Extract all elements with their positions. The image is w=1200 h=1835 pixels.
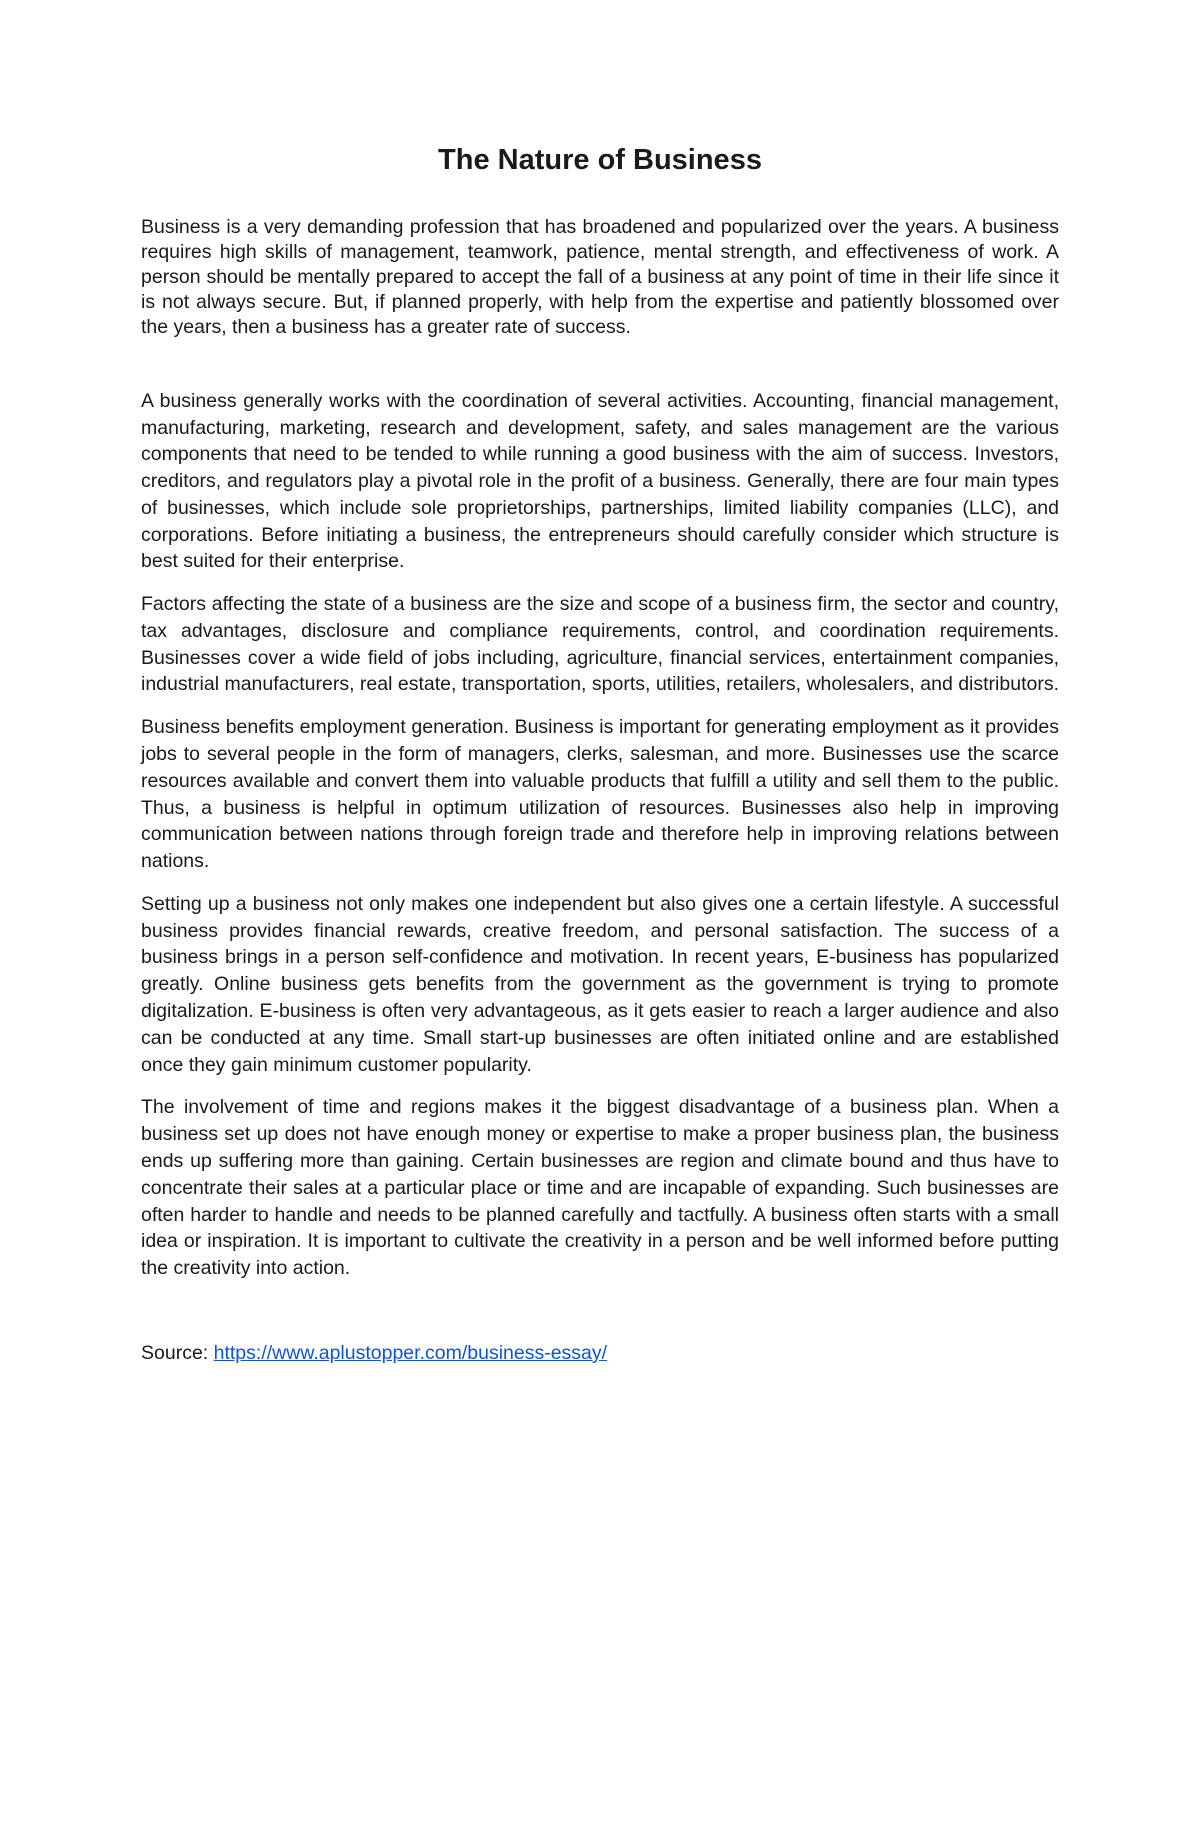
source-label: Source: <box>141 1342 214 1365</box>
paragraph-1: Business is a very demanding profession that has broadened and popularized over the years. A business requires high skills of management, teamwork, patience, mental strength, and effectiveness of work. A person should be mentally prepared to accept the fall of a business at any point of time in their life since it is not always secure. But, if planned properly, with help from the expertise and patiently blossomed over the years, then a business has a greater rate of success. <box>141 216 1059 338</box>
paragraph-5: Setting up a business not only makes one independent but also gives one a certain lifestyle. A successful business provides financial rewards, creative freedom, and personal satisfaction. The success of a business brings in a person self-confidence and motivation. In recent years, E-business has popularized greatly. Online business gets benefits from the government as the government is trying to promote digitalization. E-business is often very advantageous, as it gets easier to reach a larger audience and also can be conducted at any time. Small start-up businesses are often initiated online and are established once they gain minimum customer popularity. <box>141 892 1059 1076</box>
source-link[interactable]: https://www.aplustopper.com/business-essay/ <box>213 1342 608 1365</box>
paragraph-2: A business generally works with the coordination of several activities. Accounting, financial management, manufacturing, marketing, research and development, safety, and sales management are the various components that need to be tended to while running a good business with the aim of success. Investors, creditors, and regulators play a pivotal role in the profit of a business. Generally, there are four main types of businesses, which include sole proprietorships, partnerships, limited liability companies (LLC), and corporations. Before initiating a business, the entrepreneurs should carefully consider which structure is best suited for their enterprise. <box>141 390 1059 573</box>
paragraph-6: The involvement of time and regions makes it the biggest disadvantage of a business plan. When a business set up does not have enough money or expertise to make a proper business plan, the business ends up suffering more than gaining. Certain businesses are region and climate bound and thus have to concentrate their sales at a particular place or time and are incapable of expanding. Such businesses are often harder to handle and needs to be planned carefully and tactfully. A business often starts with a small idea or inspiration. It is important to cultivate the creativity in a person and be well informed before putting the creativity into action. <box>141 1096 1059 1280</box>
document-title: The Nature of Business <box>438 144 762 176</box>
paragraph-4: Business benefits employment generation. Business is important for generating employment as it provides jobs to several people in the form of managers, clerks, salesman, and more. Businesses use the scarce resources available and convert them into valuable products that fulfill a utility and sell them to the public. Thus, a business is helpful in optimum utilization of resources. Businesses also help in improving communication between nations through foreign trade and therefore help in improving relations between nations. <box>141 716 1059 873</box>
paragraph-3: Factors affecting the state of a business are the size and scope of a business firm, the sector and country, tax advantages, disclosure and compliance requirements, control, and coordination requirements. Businesses cover a wide field of jobs including, agriculture, financial services, entertainment companies, industrial manufacturers, real estate, transportation, sports, utilities, retailers, wholesalers, and distributors. <box>141 592 1059 696</box>
source-line <box>141 1340 1059 1367</box>
